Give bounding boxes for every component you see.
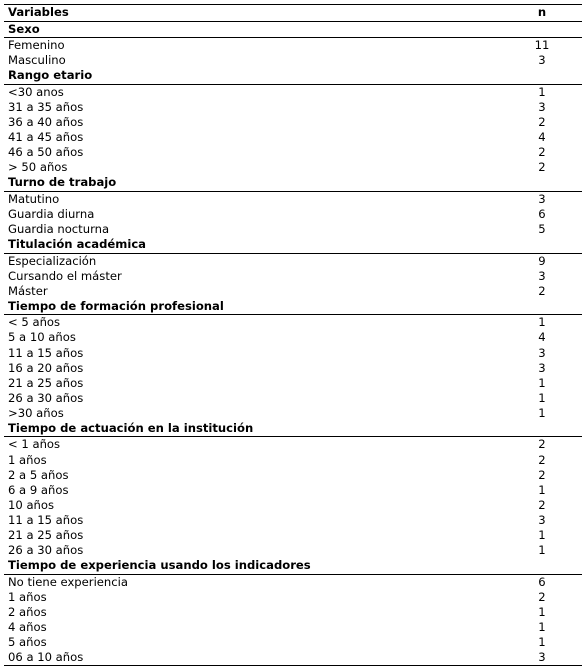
row-count: 5 xyxy=(538,221,546,236)
table-row xyxy=(4,406,582,421)
row-count: 9 xyxy=(538,253,546,268)
table-row xyxy=(4,145,582,160)
row-count: 1 xyxy=(538,405,546,420)
row-count: 1 xyxy=(538,482,546,497)
row-label: Máster xyxy=(8,283,48,298)
section-title: Tiempo de experiencia usando los indicadores xyxy=(8,558,311,573)
section-header xyxy=(4,421,582,438)
section-title: Titulación académica xyxy=(8,237,147,252)
row-label: 16 a 20 años xyxy=(8,360,84,375)
row-count: 1 xyxy=(538,528,546,543)
row-label: No tiene experiencia xyxy=(8,574,128,589)
section-title: Tiempo de formación profesional xyxy=(8,298,224,313)
row-count: 3 xyxy=(538,268,546,283)
row-label: 5 a 10 años xyxy=(8,330,76,345)
table-row xyxy=(4,330,582,345)
row-label: 06 a 10 años xyxy=(8,650,84,665)
table-row xyxy=(4,620,582,635)
row-label: 46 a 50 años xyxy=(8,145,84,160)
row-count: 2 xyxy=(538,145,546,160)
row-count: 2 xyxy=(538,497,546,512)
row-count: 1 xyxy=(538,635,546,650)
row-label: Matutino xyxy=(8,191,60,206)
row-label: 26 a 30 años xyxy=(8,543,84,558)
table-row xyxy=(4,315,582,330)
table-row xyxy=(4,528,582,543)
row-count: 1 xyxy=(538,375,546,390)
row-count: 4 xyxy=(538,330,546,345)
row-label: > 50 años xyxy=(8,160,68,175)
row-label: Masculino xyxy=(8,53,66,68)
row-count: 6 xyxy=(538,206,546,221)
row-label: <30 anos xyxy=(8,84,64,99)
row-count: 2 xyxy=(538,114,546,129)
row-count: 3 xyxy=(538,512,546,527)
row-label: < 1 años xyxy=(8,437,61,452)
table-row xyxy=(4,468,582,483)
row-label: 21 a 25 años xyxy=(8,375,84,390)
table-row xyxy=(4,38,582,53)
table-body xyxy=(4,22,582,666)
data-table xyxy=(4,4,582,666)
row-label: Guardia diurna xyxy=(8,206,95,221)
row-label: 36 a 40 años xyxy=(8,114,84,129)
section-header xyxy=(4,22,582,39)
row-count: 1 xyxy=(538,390,546,405)
row-count: 1 xyxy=(538,620,546,634)
table-row xyxy=(4,130,582,145)
table-header-row xyxy=(4,5,582,22)
table-row xyxy=(4,192,582,207)
table-row xyxy=(4,575,582,590)
row-count: 2 xyxy=(538,452,546,467)
header-variables: Variables xyxy=(8,5,69,19)
row-label: 41 a 45 años xyxy=(8,129,84,144)
table-row xyxy=(4,222,582,237)
row-count: 1 xyxy=(538,543,546,558)
table-row xyxy=(4,160,582,175)
table-row xyxy=(4,361,582,376)
row-label: 11 a 15 años xyxy=(8,512,84,527)
table-row xyxy=(4,391,582,406)
row-label: < 5 años xyxy=(8,315,61,330)
row-label: 6 a 9 años xyxy=(8,482,69,497)
section-title: Tiempo de actuación en la institución xyxy=(8,420,254,435)
table-row xyxy=(4,100,582,115)
table-row xyxy=(4,650,582,665)
table-row xyxy=(4,376,582,391)
table-row xyxy=(4,85,582,100)
table-row xyxy=(4,590,582,605)
row-label: 5 años xyxy=(8,635,47,650)
table-row xyxy=(4,437,582,452)
row-label: 26 a 30 años xyxy=(8,390,84,405)
table-row xyxy=(4,269,582,284)
row-count: 2 xyxy=(538,589,546,604)
row-count: 1 xyxy=(538,84,546,99)
row-label: 4 años xyxy=(8,620,47,634)
row-label: Especialización xyxy=(8,253,97,268)
row-count: 1 xyxy=(538,315,546,330)
section-header xyxy=(4,299,582,316)
table-row xyxy=(4,498,582,513)
table-row xyxy=(4,543,582,558)
header-n: n xyxy=(537,5,547,19)
section-header xyxy=(4,558,582,575)
row-count: 3 xyxy=(538,53,546,68)
section-header xyxy=(4,237,582,254)
table-row xyxy=(4,53,582,68)
table-row xyxy=(4,513,582,528)
section-title: Rango etario xyxy=(8,68,93,83)
row-count: 2 xyxy=(538,160,546,175)
section-header xyxy=(4,175,582,192)
table-row xyxy=(4,346,582,361)
section-header xyxy=(4,68,582,85)
table-row xyxy=(4,605,582,620)
section-title: Turno de trabajo xyxy=(8,175,117,190)
table-row xyxy=(4,284,582,299)
row-label: 1 años xyxy=(8,452,47,467)
row-count: 3 xyxy=(538,345,546,360)
row-count: 3 xyxy=(538,360,546,375)
row-count: 2 xyxy=(538,437,546,452)
row-count: 3 xyxy=(538,191,546,206)
table-row xyxy=(4,254,582,269)
row-label: 10 años xyxy=(8,497,55,512)
table-row xyxy=(4,483,582,498)
row-label: >30 años xyxy=(8,405,64,420)
row-count: 4 xyxy=(538,129,546,144)
row-label: 31 a 35 años xyxy=(8,99,84,114)
row-label: 1 años xyxy=(8,589,47,604)
row-count: 11 xyxy=(534,38,550,52)
row-label: 2 años xyxy=(8,604,47,619)
row-label: 2 a 5 años xyxy=(8,467,69,482)
table-row xyxy=(4,207,582,222)
row-count: 3 xyxy=(538,99,546,114)
row-count: 3 xyxy=(538,650,546,665)
row-label: Guardia nocturna xyxy=(8,221,110,236)
row-label: Femenino xyxy=(8,38,65,52)
row-count: 2 xyxy=(538,467,546,482)
row-label: Cursando el máster xyxy=(8,268,122,283)
section-title: Sexo xyxy=(8,21,40,36)
row-count: 2 xyxy=(538,283,546,298)
row-count: 1 xyxy=(538,604,546,619)
row-label: 21 a 25 años xyxy=(8,528,84,543)
table-row xyxy=(4,115,582,130)
table-row xyxy=(4,453,582,468)
row-label: 11 a 15 años xyxy=(8,345,84,360)
table-row xyxy=(4,635,582,650)
row-count: 6 xyxy=(538,574,546,589)
